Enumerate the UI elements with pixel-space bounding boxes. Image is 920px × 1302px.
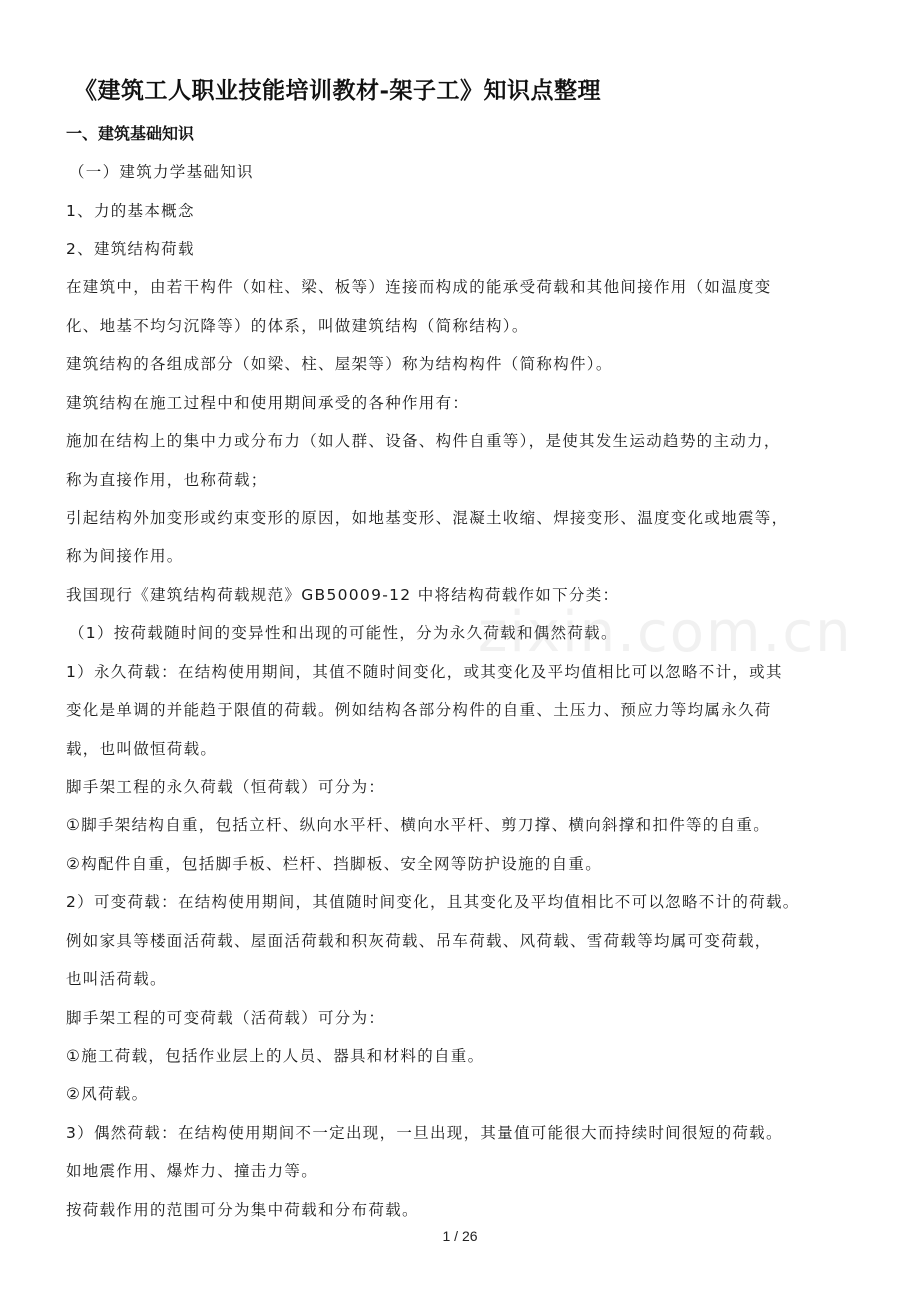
paragraph-line: 变化是单调的并能趋于限值的荷载。例如结构各部分构件的自重、土压力、预应力等均属永久荷 bbox=[66, 701, 772, 719]
document-title: 《建筑工人职业技能培训教材-架子工》知识点整理 bbox=[74, 77, 602, 104]
paragraph-line: 称为直接作用，也称荷载； bbox=[66, 471, 268, 489]
subsection-heading: （一）建筑力学基础知识 bbox=[69, 163, 254, 181]
paragraph-line: 引起结构外加变形或约束变形的原因，如地基变形、混凝土收缩、焊接变形、温度变化或地震等， bbox=[66, 509, 789, 527]
paragraph-line: ②构配件自重，包括脚手板、栏杆、挡脚板、安全网等防护设施的自重。 bbox=[66, 855, 602, 873]
paragraph-line: 也叫活荷载。 bbox=[66, 970, 167, 988]
paragraph-line: 如地震作用、爆炸力、撞击力等。 bbox=[66, 1162, 319, 1180]
paragraph-line: 建筑结构在施工过程中和使用期间承受的各种作用有： bbox=[66, 394, 470, 412]
paragraph-line: ①施工荷载，包括作业层上的人员、器具和材料的自重。 bbox=[66, 1047, 485, 1065]
list-item: 2、建筑结构荷载 bbox=[66, 240, 195, 258]
section-heading: 一、建筑基础知识 bbox=[66, 124, 195, 143]
paragraph-line: （1）按荷载随时间的变异性和出现的可能性，分为永久荷载和偶然荷载。 bbox=[69, 624, 618, 642]
page-number: 1 / 26 bbox=[442, 1228, 478, 1244]
watermark: zixin.com.cn bbox=[478, 600, 853, 665]
paragraph-line: 施加在结构上的集中力或分布力（如人群、设备、构件自重等），是使其发生运动趋势的主动力， bbox=[66, 432, 781, 450]
paragraph-line: 在建筑中，由若干构件（如柱、梁、板等）连接而构成的能承受荷载和其他间接作用（如温度变 bbox=[66, 278, 772, 296]
paragraph-line: 称为间接作用。 bbox=[66, 547, 184, 565]
list-item: 1、力的基本概念 bbox=[66, 202, 195, 220]
paragraph-line: 脚手架工程的可变荷载（活荷载）可分为： bbox=[66, 1009, 386, 1027]
paragraph-line: 载，也叫做恒荷载。 bbox=[66, 740, 218, 758]
paragraph-line: 1）永久荷载：在结构使用期间，其值不随时间变化，或其变化及平均值相比可以忽略不计，或其 bbox=[66, 663, 783, 681]
paragraph-line: ②风荷载。 bbox=[66, 1085, 149, 1103]
paragraph-line: ①脚手架结构自重，包括立杆、纵向水平杆、横向水平杆、剪刀撑、横向斜撑和扣件等的自重。 bbox=[66, 816, 770, 834]
paragraph-line: 脚手架工程的永久荷载（恒荷载）可分为： bbox=[66, 778, 386, 796]
paragraph-line: 我国现行《建筑结构荷载规范》GB50009-12 中将结构荷载作如下分类： bbox=[66, 586, 620, 604]
paragraph-line: 建筑结构的各组成部分（如梁、柱、屋架等）称为结构构件（简称构件）。 bbox=[66, 355, 613, 373]
paragraph-line: 按荷载作用的范围可分为集中荷载和分布荷载。 bbox=[66, 1201, 419, 1219]
paragraph-line: 化、地基不均匀沉降等）的体系，叫做建筑结构（简称结构）。 bbox=[66, 317, 529, 335]
paragraph-line: 例如家具等楼面活荷载、屋面活荷载和积灰荷载、吊车荷载、风荷载、雪荷载等均属可变荷载， bbox=[66, 932, 772, 950]
paragraph-line: 2）可变荷载：在结构使用期间，其值随时间变化，且其变化及平均值相比不可以忽略不计的荷载。 bbox=[66, 893, 800, 911]
paragraph-line: 3）偶然荷载：在结构使用期间不一定出现，一旦出现，其量值可能很大而持续时间很短的荷载。 bbox=[66, 1124, 783, 1142]
